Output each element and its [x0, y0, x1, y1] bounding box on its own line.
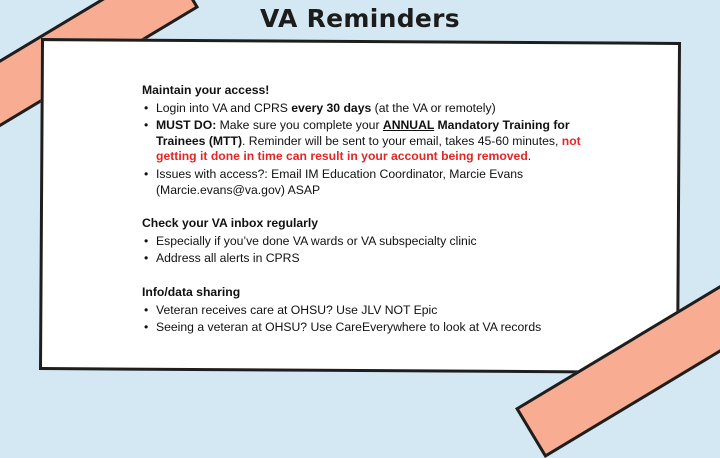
bullet-text: . Reminder will be sent to your email, takes 45-60 minutes, — [242, 133, 562, 148]
list-item: • Veteran receives care at OHSU? Use JLV NOT Epic — [156, 303, 612, 319]
list-item: • Address all alerts in CPRS — [156, 251, 612, 267]
section-heading-inbox: Check your VA inbox regularly — [142, 216, 319, 231]
bullet-text: Issues with access?: Email IM Education Coordinator, Marcie Evans (Marcie.evans@va.gov) ASAP — [156, 166, 524, 197]
must-do-label: MUST DO: — [156, 118, 217, 133]
data-sharing-list — [142, 303, 612, 336]
section-heading-access: Maintain your access! — [142, 83, 270, 97]
training-name: Mandatory Training for Trainees (MTT) — [156, 118, 570, 148]
list-item — [156, 118, 612, 165]
list-item: • Seeing a veteran at OHSU? Use CareEverywhere to look at VA records — [156, 320, 612, 336]
inbox-list — [142, 234, 612, 267]
list-item: • Especially if you’ve done VA wards or VA subspecialty clinic — [156, 234, 612, 250]
slide-title: VA Reminders — [260, 4, 460, 33]
bullet-text: . — [527, 149, 532, 164]
list-item — [156, 101, 612, 117]
annual-emphasis: ANNUAL — [382, 118, 435, 133]
access-list — [142, 101, 612, 199]
reminders-content — [142, 83, 612, 338]
warning-text: not getting it done in time can result in your account being removed — [156, 133, 581, 164]
bullet-text: Login into VA and CPRS — [156, 100, 292, 115]
list-item — [156, 167, 612, 198]
bullet-bold-text: every 30 days — [291, 100, 372, 115]
bullet-text: Make sure you complete your — [216, 118, 383, 133]
section-heading-data-sharing: Info/data sharing — [142, 284, 241, 299]
bullet-text: (at the VA or remotely) — [371, 100, 496, 115]
